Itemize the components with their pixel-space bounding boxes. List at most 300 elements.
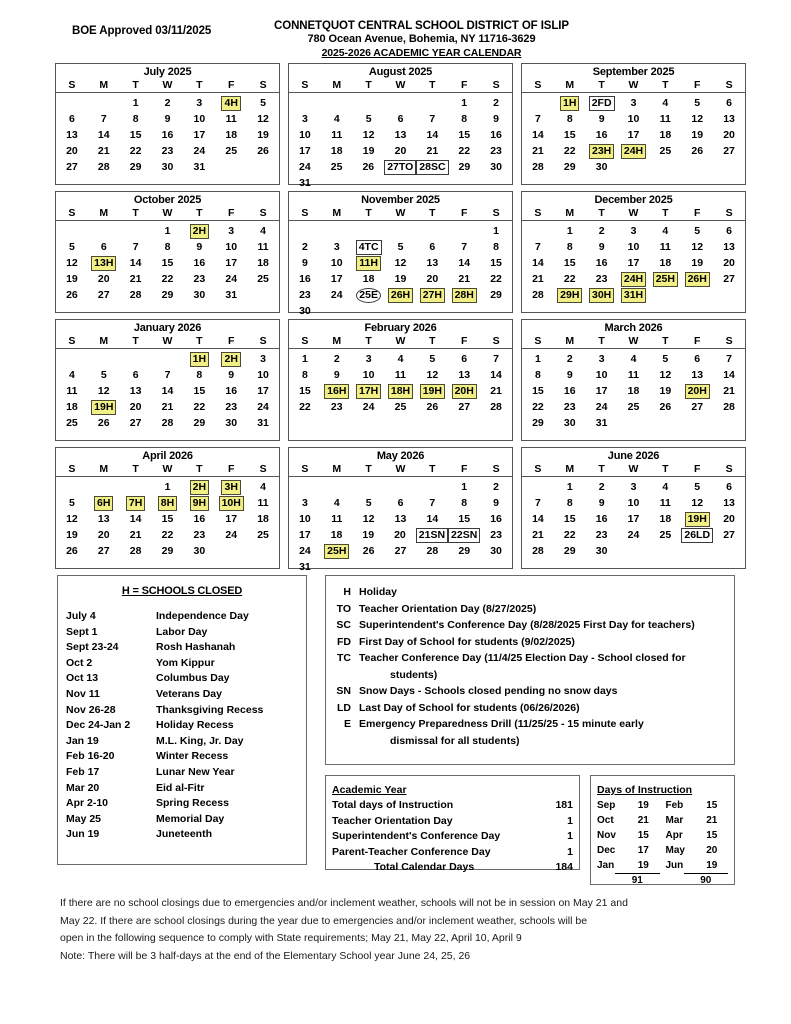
day-cell[interactable] xyxy=(522,511,554,527)
day-cell[interactable] xyxy=(289,559,321,575)
day-cell[interactable] xyxy=(416,527,448,543)
day-cell[interactable] xyxy=(289,239,321,255)
day-cell[interactable] xyxy=(681,239,713,255)
day-cell[interactable] xyxy=(289,175,321,191)
day-cell[interactable] xyxy=(448,511,480,527)
day-cell[interactable] xyxy=(215,383,247,399)
day-cell[interactable] xyxy=(385,271,417,287)
day-cell[interactable] xyxy=(480,271,512,287)
day-cell[interactable] xyxy=(120,367,152,383)
day-cell[interactable] xyxy=(713,399,745,415)
day-cell[interactable] xyxy=(247,511,279,527)
day-cell[interactable] xyxy=(152,111,184,127)
day-cell[interactable] xyxy=(56,383,88,399)
day-cell[interactable] xyxy=(56,239,88,255)
day-cell[interactable] xyxy=(152,383,184,399)
day-cell[interactable] xyxy=(554,255,586,271)
day-cell[interactable] xyxy=(152,399,184,415)
day-cell[interactable] xyxy=(247,383,279,399)
day-cell[interactable] xyxy=(416,351,448,367)
day-cell[interactable] xyxy=(353,399,385,415)
day-cell[interactable] xyxy=(120,95,152,111)
day-cell[interactable] xyxy=(681,351,713,367)
day-cell[interactable] xyxy=(618,383,650,399)
day-cell[interactable] xyxy=(586,383,618,399)
day-cell[interactable] xyxy=(321,543,353,559)
day-cell[interactable] xyxy=(247,271,279,287)
day-cell[interactable] xyxy=(183,383,215,399)
day-cell[interactable] xyxy=(522,399,554,415)
day-cell[interactable] xyxy=(183,543,215,559)
day-cell[interactable] xyxy=(618,223,650,239)
day-cell[interactable] xyxy=(215,127,247,143)
day-cell[interactable] xyxy=(88,399,120,415)
day-cell[interactable] xyxy=(321,111,353,127)
day-cell[interactable] xyxy=(215,239,247,255)
day-cell[interactable] xyxy=(183,95,215,111)
day-cell[interactable] xyxy=(480,511,512,527)
day-cell[interactable] xyxy=(480,495,512,511)
day-cell[interactable] xyxy=(289,367,321,383)
day-cell[interactable] xyxy=(713,383,745,399)
day-cell[interactable] xyxy=(352,159,384,175)
day-cell[interactable] xyxy=(554,479,586,495)
day-cell[interactable] xyxy=(681,255,713,271)
day-cell[interactable] xyxy=(448,95,480,111)
day-cell[interactable] xyxy=(586,143,618,159)
day-cell[interactable] xyxy=(289,143,321,159)
day-cell[interactable] xyxy=(152,287,184,303)
day-cell[interactable] xyxy=(385,351,417,367)
day-cell[interactable] xyxy=(618,399,650,415)
day-cell[interactable] xyxy=(384,527,416,543)
day-cell[interactable] xyxy=(120,415,152,431)
day-cell[interactable] xyxy=(448,111,480,127)
day-cell[interactable] xyxy=(586,399,618,415)
day-cell[interactable] xyxy=(554,495,586,511)
day-cell[interactable] xyxy=(554,223,586,239)
day-cell[interactable] xyxy=(385,495,417,511)
day-cell[interactable] xyxy=(448,351,480,367)
day-cell[interactable] xyxy=(649,511,681,527)
day-cell[interactable] xyxy=(554,159,586,175)
day-cell[interactable] xyxy=(120,255,152,271)
day-cell[interactable] xyxy=(618,239,650,255)
day-cell[interactable] xyxy=(681,111,713,127)
day-cell[interactable] xyxy=(289,255,321,271)
day-cell[interactable] xyxy=(681,143,713,159)
day-cell[interactable] xyxy=(183,143,215,159)
day-cell[interactable] xyxy=(183,271,215,287)
day-cell[interactable] xyxy=(618,127,650,143)
day-cell[interactable] xyxy=(56,255,88,271)
day-cell[interactable] xyxy=(713,527,745,543)
day-cell[interactable] xyxy=(321,159,353,175)
day-cell[interactable] xyxy=(554,399,586,415)
day-cell[interactable] xyxy=(289,111,321,127)
day-cell[interactable] xyxy=(321,239,353,255)
day-cell[interactable] xyxy=(321,527,353,543)
day-cell[interactable] xyxy=(289,287,321,303)
day-cell[interactable] xyxy=(448,367,480,383)
day-cell[interactable] xyxy=(183,159,215,175)
day-cell[interactable] xyxy=(353,511,385,527)
day-cell[interactable] xyxy=(649,95,681,111)
day-cell[interactable] xyxy=(321,367,353,383)
day-cell[interactable] xyxy=(416,367,448,383)
day-cell[interactable] xyxy=(681,495,713,511)
day-cell[interactable] xyxy=(586,95,618,111)
day-cell[interactable] xyxy=(649,351,681,367)
day-cell[interactable] xyxy=(289,543,321,559)
day-cell[interactable] xyxy=(480,527,512,543)
day-cell[interactable] xyxy=(183,255,215,271)
day-cell[interactable] xyxy=(649,239,681,255)
day-cell[interactable] xyxy=(183,223,215,239)
day-cell[interactable] xyxy=(352,527,384,543)
day-cell[interactable] xyxy=(522,143,554,159)
day-cell[interactable] xyxy=(321,351,353,367)
day-cell[interactable] xyxy=(215,415,247,431)
day-cell[interactable] xyxy=(522,127,554,143)
day-cell[interactable] xyxy=(480,287,512,303)
day-cell[interactable] xyxy=(120,239,152,255)
day-cell[interactable] xyxy=(152,511,184,527)
day-cell[interactable] xyxy=(480,111,512,127)
day-cell[interactable] xyxy=(586,223,618,239)
day-cell[interactable] xyxy=(120,383,152,399)
day-cell[interactable] xyxy=(554,351,586,367)
day-cell[interactable] xyxy=(480,127,512,143)
day-cell[interactable] xyxy=(247,367,279,383)
day-cell[interactable] xyxy=(480,159,512,175)
day-cell[interactable] xyxy=(56,111,88,127)
day-cell[interactable] xyxy=(88,271,120,287)
day-cell[interactable] xyxy=(448,383,480,399)
day-cell[interactable] xyxy=(448,143,480,159)
day-cell[interactable] xyxy=(480,239,512,255)
day-cell[interactable] xyxy=(649,527,681,543)
day-cell[interactable] xyxy=(56,143,88,159)
day-cell[interactable] xyxy=(385,367,417,383)
day-cell[interactable] xyxy=(586,415,618,431)
day-cell[interactable] xyxy=(152,527,184,543)
day-cell[interactable] xyxy=(416,239,448,255)
day-cell[interactable] xyxy=(289,127,321,143)
day-cell[interactable] xyxy=(480,223,512,239)
day-cell[interactable] xyxy=(416,287,448,303)
day-cell[interactable] xyxy=(215,223,247,239)
day-cell[interactable] xyxy=(183,479,215,495)
day-cell[interactable] xyxy=(247,527,279,543)
day-cell[interactable] xyxy=(649,479,681,495)
day-cell[interactable] xyxy=(321,271,353,287)
day-cell[interactable] xyxy=(56,271,88,287)
day-cell[interactable] xyxy=(522,159,554,175)
day-cell[interactable] xyxy=(385,239,417,255)
day-cell[interactable] xyxy=(385,287,417,303)
day-cell[interactable] xyxy=(713,351,745,367)
day-cell[interactable] xyxy=(120,527,152,543)
day-cell[interactable] xyxy=(480,143,512,159)
day-cell[interactable] xyxy=(56,543,88,559)
day-cell[interactable] xyxy=(416,159,448,175)
day-cell[interactable] xyxy=(586,239,618,255)
day-cell[interactable] xyxy=(152,143,184,159)
day-cell[interactable] xyxy=(586,159,618,175)
day-cell[interactable] xyxy=(120,543,152,559)
day-cell[interactable] xyxy=(522,543,554,559)
day-cell[interactable] xyxy=(120,159,152,175)
day-cell[interactable] xyxy=(649,495,681,511)
day-cell[interactable] xyxy=(416,495,448,511)
day-cell[interactable] xyxy=(713,495,745,511)
day-cell[interactable] xyxy=(88,511,120,527)
day-cell[interactable] xyxy=(713,127,745,143)
day-cell[interactable] xyxy=(289,351,321,367)
day-cell[interactable] xyxy=(152,255,184,271)
day-cell[interactable] xyxy=(152,159,184,175)
day-cell[interactable] xyxy=(353,495,385,511)
day-cell[interactable] xyxy=(681,383,713,399)
day-cell[interactable] xyxy=(120,143,152,159)
day-cell[interactable] xyxy=(88,111,120,127)
day-cell[interactable] xyxy=(247,495,279,511)
day-cell[interactable] xyxy=(586,287,618,303)
day-cell[interactable] xyxy=(152,239,184,255)
day-cell[interactable] xyxy=(448,399,480,415)
day-cell[interactable] xyxy=(480,383,512,399)
day-cell[interactable] xyxy=(321,143,353,159)
day-cell[interactable] xyxy=(416,127,448,143)
day-cell[interactable] xyxy=(353,255,385,271)
day-cell[interactable] xyxy=(448,239,480,255)
day-cell[interactable] xyxy=(56,367,88,383)
day-cell[interactable] xyxy=(416,271,448,287)
day-cell[interactable] xyxy=(353,287,385,303)
day-cell[interactable] xyxy=(321,399,353,415)
day-cell[interactable] xyxy=(152,495,184,511)
day-cell[interactable] xyxy=(183,111,215,127)
day-cell[interactable] xyxy=(215,351,247,367)
day-cell[interactable] xyxy=(586,511,618,527)
day-cell[interactable] xyxy=(353,271,385,287)
day-cell[interactable] xyxy=(681,271,713,287)
day-cell[interactable] xyxy=(416,543,448,559)
day-cell[interactable] xyxy=(480,95,512,111)
day-cell[interactable] xyxy=(152,127,184,143)
day-cell[interactable] xyxy=(713,367,745,383)
day-cell[interactable] xyxy=(56,495,88,511)
day-cell[interactable] xyxy=(215,255,247,271)
day-cell[interactable] xyxy=(247,399,279,415)
day-cell[interactable] xyxy=(247,127,279,143)
day-cell[interactable] xyxy=(522,239,554,255)
day-cell[interactable] xyxy=(289,399,321,415)
day-cell[interactable] xyxy=(152,367,184,383)
day-cell[interactable] xyxy=(183,399,215,415)
day-cell[interactable] xyxy=(554,271,586,287)
day-cell[interactable] xyxy=(88,527,120,543)
day-cell[interactable] xyxy=(56,511,88,527)
day-cell[interactable] xyxy=(522,527,554,543)
day-cell[interactable] xyxy=(618,495,650,511)
day-cell[interactable] xyxy=(56,287,88,303)
day-cell[interactable] xyxy=(247,239,279,255)
day-cell[interactable] xyxy=(120,287,152,303)
day-cell[interactable] xyxy=(247,143,279,159)
day-cell[interactable] xyxy=(416,511,448,527)
day-cell[interactable] xyxy=(152,543,184,559)
day-cell[interactable] xyxy=(649,383,681,399)
day-cell[interactable] xyxy=(247,95,279,111)
day-cell[interactable] xyxy=(480,367,512,383)
day-cell[interactable] xyxy=(554,543,586,559)
day-cell[interactable] xyxy=(88,367,120,383)
day-cell[interactable] xyxy=(183,495,215,511)
day-cell[interactable] xyxy=(449,159,481,175)
day-cell[interactable] xyxy=(554,111,586,127)
day-cell[interactable] xyxy=(554,95,586,111)
day-cell[interactable] xyxy=(183,287,215,303)
day-cell[interactable] xyxy=(681,399,713,415)
day-cell[interactable] xyxy=(681,223,713,239)
day-cell[interactable] xyxy=(681,527,713,543)
day-cell[interactable] xyxy=(247,111,279,127)
day-cell[interactable] xyxy=(480,255,512,271)
day-cell[interactable] xyxy=(152,479,184,495)
day-cell[interactable] xyxy=(554,527,586,543)
day-cell[interactable] xyxy=(247,223,279,239)
day-cell[interactable] xyxy=(384,159,416,175)
day-cell[interactable] xyxy=(56,399,88,415)
day-cell[interactable] xyxy=(618,367,650,383)
day-cell[interactable] xyxy=(88,495,120,511)
day-cell[interactable] xyxy=(448,255,480,271)
day-cell[interactable] xyxy=(649,127,681,143)
day-cell[interactable] xyxy=(586,255,618,271)
day-cell[interactable] xyxy=(247,255,279,271)
day-cell[interactable] xyxy=(480,399,512,415)
day-cell[interactable] xyxy=(649,111,681,127)
day-cell[interactable] xyxy=(416,399,448,415)
day-cell[interactable] xyxy=(215,399,247,415)
day-cell[interactable] xyxy=(649,367,681,383)
day-cell[interactable] xyxy=(681,511,713,527)
day-cell[interactable] xyxy=(586,271,618,287)
day-cell[interactable] xyxy=(713,239,745,255)
day-cell[interactable] xyxy=(713,111,745,127)
day-cell[interactable] xyxy=(586,527,618,543)
day-cell[interactable] xyxy=(713,143,745,159)
day-cell[interactable] xyxy=(480,479,512,495)
day-cell[interactable] xyxy=(448,495,480,511)
day-cell[interactable] xyxy=(554,143,586,159)
day-cell[interactable] xyxy=(586,127,618,143)
day-cell[interactable] xyxy=(215,111,247,127)
day-cell[interactable] xyxy=(385,111,417,127)
day-cell[interactable] xyxy=(554,127,586,143)
day-cell[interactable] xyxy=(713,271,745,287)
day-cell[interactable] xyxy=(152,223,184,239)
day-cell[interactable] xyxy=(120,127,152,143)
day-cell[interactable] xyxy=(321,255,353,271)
day-cell[interactable] xyxy=(152,95,184,111)
day-cell[interactable] xyxy=(416,383,448,399)
day-cell[interactable] xyxy=(618,351,650,367)
day-cell[interactable] xyxy=(321,383,353,399)
day-cell[interactable] xyxy=(289,527,321,543)
day-cell[interactable] xyxy=(385,127,417,143)
day-cell[interactable] xyxy=(215,367,247,383)
day-cell[interactable] xyxy=(247,415,279,431)
day-cell[interactable] xyxy=(586,543,618,559)
day-cell[interactable] xyxy=(353,239,385,255)
day-cell[interactable] xyxy=(618,271,650,287)
day-cell[interactable] xyxy=(649,399,681,415)
day-cell[interactable] xyxy=(586,479,618,495)
day-cell[interactable] xyxy=(183,127,215,143)
day-cell[interactable] xyxy=(120,399,152,415)
day-cell[interactable] xyxy=(586,367,618,383)
day-cell[interactable] xyxy=(289,159,321,175)
day-cell[interactable] xyxy=(353,543,385,559)
day-cell[interactable] xyxy=(681,95,713,111)
day-cell[interactable] xyxy=(522,415,554,431)
day-cell[interactable] xyxy=(713,479,745,495)
day-cell[interactable] xyxy=(120,511,152,527)
day-cell[interactable] xyxy=(88,239,120,255)
day-cell[interactable] xyxy=(554,511,586,527)
day-cell[interactable] xyxy=(649,255,681,271)
day-cell[interactable] xyxy=(88,143,120,159)
day-cell[interactable] xyxy=(554,415,586,431)
day-cell[interactable] xyxy=(448,543,480,559)
day-cell[interactable] xyxy=(522,271,554,287)
day-cell[interactable] xyxy=(713,255,745,271)
day-cell[interactable] xyxy=(88,255,120,271)
day-cell[interactable] xyxy=(681,367,713,383)
day-cell[interactable] xyxy=(586,495,618,511)
day-cell[interactable] xyxy=(385,383,417,399)
day-cell[interactable] xyxy=(353,111,385,127)
day-cell[interactable] xyxy=(183,511,215,527)
day-cell[interactable] xyxy=(586,351,618,367)
day-cell[interactable] xyxy=(385,255,417,271)
day-cell[interactable] xyxy=(183,415,215,431)
day-cell[interactable] xyxy=(321,511,353,527)
day-cell[interactable] xyxy=(353,127,385,143)
day-cell[interactable] xyxy=(88,159,120,175)
day-cell[interactable] xyxy=(321,287,353,303)
day-cell[interactable] xyxy=(385,399,417,415)
day-cell[interactable] xyxy=(448,527,480,543)
day-cell[interactable] xyxy=(618,111,650,127)
day-cell[interactable] xyxy=(88,287,120,303)
day-cell[interactable] xyxy=(448,287,480,303)
day-cell[interactable] xyxy=(416,255,448,271)
day-cell[interactable] xyxy=(618,287,650,303)
day-cell[interactable] xyxy=(56,159,88,175)
day-cell[interactable] xyxy=(120,495,152,511)
day-cell[interactable] xyxy=(554,239,586,255)
day-cell[interactable] xyxy=(554,383,586,399)
day-cell[interactable] xyxy=(681,127,713,143)
day-cell[interactable] xyxy=(183,239,215,255)
day-cell[interactable] xyxy=(88,543,120,559)
day-cell[interactable] xyxy=(713,95,745,111)
day-cell[interactable] xyxy=(289,383,321,399)
